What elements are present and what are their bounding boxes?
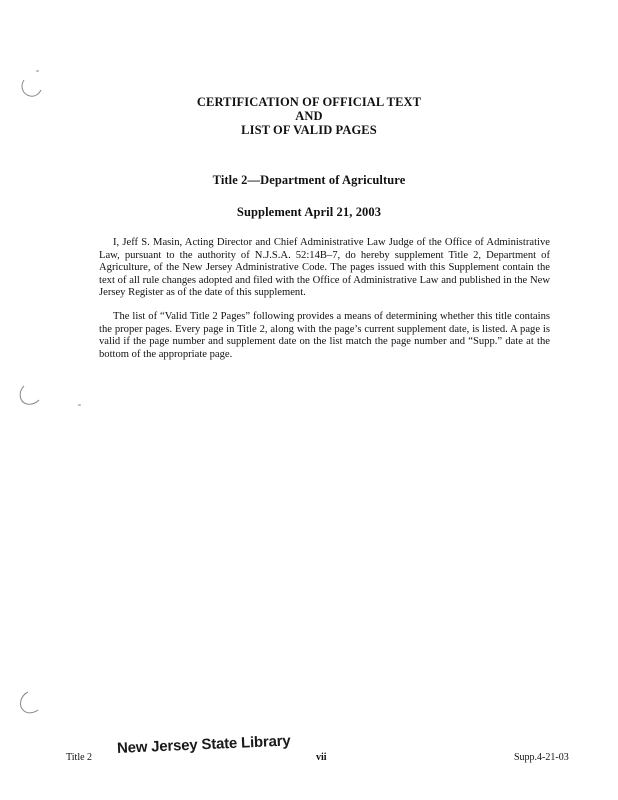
- valid-pages-paragraph: The list of “Valid Title 2 Pages” following provides a means of determining whether this title contains the proper pages. Every page in Title 2, along with the page’s current supplement date, is listed. A page is valid if the page number and supplement date on the list match the page number and “Supp.” date at the bottom of the appropriate page.: [99, 311, 550, 360]
- certification-paragraph: I, Jeff S. Masin, Acting Director and Chief Administrative Law Judge of the Office of Administrative Law, pursuant to the authority of N.J.S.A. 52:14B–7, do hereby supplement Title 2, Department of Agriculture, of the New Jersey Administrative Code. The pages issued with this Supplement contain the text of all rule changes adopted and filed with the Office of Administrative Law and published in the New Jersey Register as of the date of this supplement.: [99, 237, 550, 299]
- certification-heading-and: AND: [295, 109, 323, 123]
- supplement-date-footer: Supp.4-21-03: [514, 752, 569, 763]
- title-heading: Title 2—Department of Agriculture: [212, 173, 406, 187]
- scan-speck: [78, 404, 81, 406]
- page-number: vii: [316, 752, 327, 763]
- library-stamp: New Jersey State Library: [116, 732, 291, 757]
- punch-hole-mark-bottom: [16, 690, 42, 716]
- punch-hole-mark-middle: [16, 382, 42, 408]
- footer-title: Title 2: [66, 752, 93, 763]
- valid-pages-heading: LIST OF VALID PAGES: [241, 123, 377, 137]
- scan-speck: [36, 70, 39, 72]
- certification-heading: CERTIFICATION OF OFFICIAL TEXT: [196, 95, 422, 109]
- supplement-date-heading: Supplement April 21, 2003: [236, 205, 382, 219]
